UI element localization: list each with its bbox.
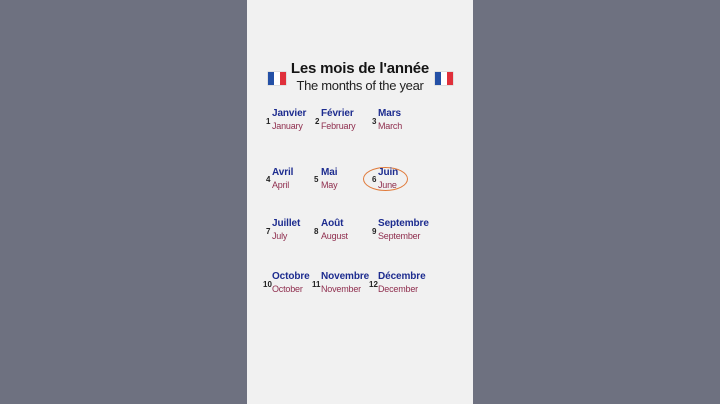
month-english-name: December: [378, 284, 418, 294]
month-number: 11: [312, 280, 321, 289]
month-french-name: Avril: [272, 167, 294, 178]
month-number: 2: [315, 117, 320, 126]
month-number: 4: [266, 175, 271, 184]
month-english-name: November: [321, 284, 361, 294]
month-english-name: March: [378, 121, 403, 131]
month-french-name: Octobre: [272, 271, 310, 282]
month-french-name: Septembre: [378, 218, 429, 229]
month-number: 9: [372, 227, 377, 236]
month-number: 5: [314, 175, 319, 184]
month-french-name: Novembre: [321, 271, 370, 282]
month-english-name: October: [272, 284, 303, 294]
month-french-name: Décembre: [378, 271, 426, 282]
month-number: 7: [266, 227, 271, 236]
month-french-name: Août: [321, 218, 344, 229]
month-number: 6: [372, 175, 377, 184]
month-french-name: Juillet: [272, 218, 301, 229]
month-number: 8: [314, 227, 319, 236]
month-french-name: Mars: [378, 108, 401, 119]
month-french-name: Juin: [378, 167, 399, 178]
month-english-name: August: [321, 231, 348, 241]
month-number: 12: [369, 280, 378, 289]
page-subtitle: The months of the year: [296, 78, 424, 93]
month-english-name: September: [378, 231, 421, 241]
month-french-name: Mai: [321, 167, 338, 178]
month-number: 10: [263, 280, 272, 289]
month-french-name: Janvier: [272, 108, 307, 119]
month-english-name: January: [272, 121, 303, 131]
month-english-name: February: [321, 121, 356, 131]
month-english-name: July: [272, 231, 288, 241]
page-title: Les mois de l'année: [290, 60, 430, 77]
month-number: 3: [372, 117, 377, 126]
month-french-name: Février: [321, 108, 354, 119]
month-english-name: May: [321, 180, 338, 190]
month-number: 1: [266, 117, 271, 126]
month-english-name: June: [378, 180, 397, 190]
month-english-name: April: [272, 180, 290, 190]
